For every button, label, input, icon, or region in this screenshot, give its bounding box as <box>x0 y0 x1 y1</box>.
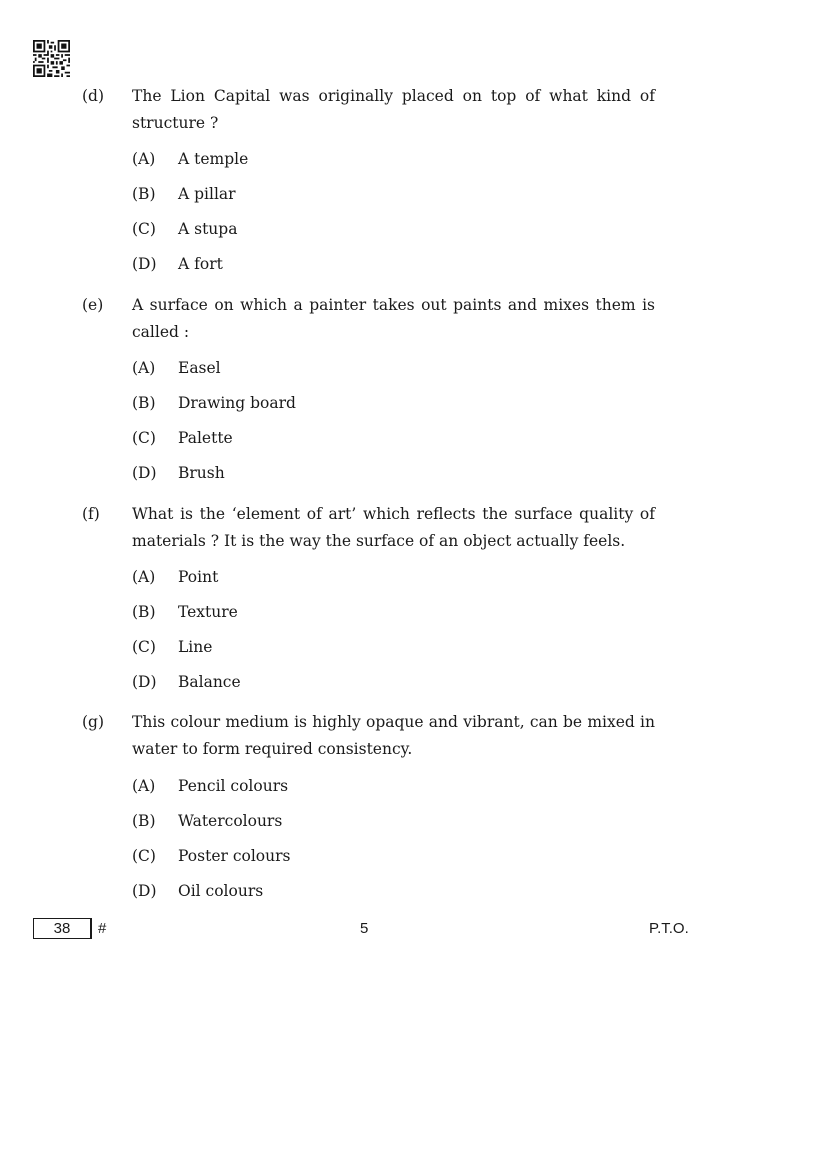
option-label: (D) <box>132 464 157 482</box>
option-text: Palette <box>178 429 233 447</box>
option-label: (C) <box>132 638 156 656</box>
question-text: This colour medium is highly opaque and vibrant, can be mixed in water to form required consistency. <box>132 713 655 758</box>
option-text: Pencil colours <box>178 777 289 795</box>
option-label: (B) <box>132 603 156 621</box>
question-text: What is the ‘element of art’ which reflects the surface quality of materials ? It is the way the surface of an object actually feels. <box>132 505 655 550</box>
option-label: (A) <box>132 568 156 586</box>
option-label: (D) <box>132 673 157 691</box>
footer-hash: # <box>98 920 107 937</box>
question-text: A surface on which a painter takes out paints and mixes them is called : <box>132 296 655 341</box>
option-text: Drawing board <box>178 394 296 412</box>
option-label: (D) <box>132 255 157 273</box>
option-label: (A) <box>132 150 156 168</box>
option-text: A temple <box>178 150 249 168</box>
question-label: (g) <box>82 713 105 731</box>
question-label: (e) <box>82 296 104 314</box>
option-label: (A) <box>132 777 156 795</box>
question-text: The Lion Capital was originally placed on top of what kind of structure ? <box>132 87 655 132</box>
pto-label: P.T.O. <box>649 920 689 937</box>
option-text: Line <box>178 638 213 656</box>
option-label: (C) <box>132 429 156 447</box>
option-text: Point <box>178 568 219 586</box>
question-label: (f) <box>82 505 100 523</box>
qr-code-icon <box>33 40 70 77</box>
option-text: Poster colours <box>178 847 291 865</box>
option-text: Oil colours <box>178 882 264 900</box>
option-text: Easel <box>178 359 221 377</box>
paper-code-box: 38 <box>33 918 92 939</box>
option-label: (C) <box>132 220 156 238</box>
option-label: (D) <box>132 882 157 900</box>
option-label: (C) <box>132 847 156 865</box>
question-label: (d) <box>82 87 105 105</box>
option-text: Balance <box>178 673 241 691</box>
option-text: Brush <box>178 464 225 482</box>
option-label: (A) <box>132 359 156 377</box>
option-text: A pillar <box>178 185 236 203</box>
option-label: (B) <box>132 812 156 830</box>
option-text: A fort <box>178 255 223 273</box>
option-text: A stupa <box>178 220 238 238</box>
option-label: (B) <box>132 394 156 412</box>
option-text: Texture <box>178 603 238 621</box>
option-label: (B) <box>132 185 156 203</box>
page-number: 5 <box>360 920 369 937</box>
option-text: Watercolours <box>178 812 283 830</box>
